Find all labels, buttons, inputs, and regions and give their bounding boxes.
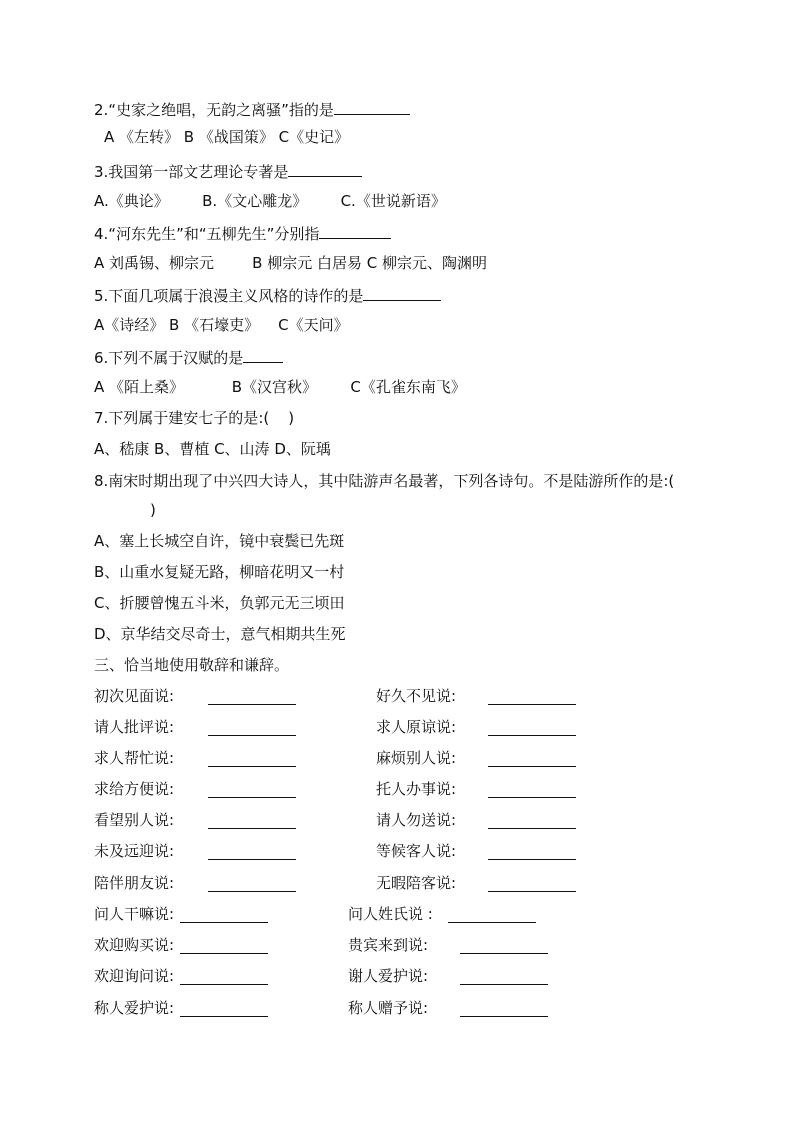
answer-blank-right[interactable] [488,765,576,767]
question-3-stem [94,160,362,182]
phrase-label-left: 看望别人说: [94,811,175,829]
question-4-stem [94,222,391,244]
answer-blank-left[interactable] [180,983,268,985]
phrase-label-right: 求人原谅说: [376,718,457,736]
phrase-label-left: 称人爱护说: [94,999,175,1017]
answer-blank-right[interactable] [488,827,576,829]
question-2-blank[interactable] [334,98,410,115]
answer-blank-right[interactable] [488,703,576,705]
question-3-text: 3.我国第一部文艺理论专著是 [94,163,289,181]
phrase-label-right: 贵宾来到说: [348,936,429,954]
question-6-text: 6.下列不属于汉赋的是 [94,349,244,367]
answer-blank-left[interactable] [208,827,296,829]
question-3-options: A.《典论》 B.《文心雕龙》 C.《世说新语》 [94,192,446,210]
answer-blank-right[interactable] [488,796,576,798]
question-8-stem-end: ) [150,501,156,519]
question-3-blank[interactable] [288,160,362,177]
phrase-label-right: 问人姓氏说 : [348,905,433,923]
phrase-label-left: 初次见面说: [94,687,175,705]
question-6-options: A 《陌上桑》 B《汉宫秋》 C《孔雀东南飞》 [94,378,466,396]
answer-blank-right[interactable] [488,890,576,892]
phrase-label-left: 问人干嘛说: [94,905,175,923]
answer-blank-right[interactable] [460,983,548,985]
question-6-stem [94,346,283,368]
question-4-options: A 刘禹锡、柳宗元 B 柳宗元 白居易 C 柳宗元、陶渊明 [94,254,488,272]
phrase-label-right: 谢人爱护说: [348,967,429,985]
phrase-label-right: 托人办事说: [376,780,457,798]
question-8-stem: 8.南宋时期出现了中兴四大诗人，其中陆游声名最著，下列各诗句。不是陆游所作的是:( [94,472,675,490]
question-5-stem [94,284,441,306]
question-5-blank[interactable] [363,284,441,301]
question-8-option-b: B、山重水复疑无路，柳暗花明又一村 [94,563,345,581]
answer-blank-left[interactable] [208,765,296,767]
phrase-label-left: 欢迎询问说: [94,967,175,985]
question-6-blank[interactable] [243,346,283,363]
question-2-stem [94,98,410,120]
phrase-label-right: 等候客人说: [376,842,457,860]
question-5-options: A《诗经》 B 《石壕吏》 C《天问》 [94,316,349,334]
phrase-label-left: 陪伴朋友说: [94,874,175,892]
question-4-blank[interactable] [319,222,391,239]
answer-blank-left[interactable] [208,796,296,798]
phrase-label-right: 麻烦别人说: [376,749,457,767]
answer-blank-left[interactable] [180,921,268,923]
answer-blank-left[interactable] [208,890,296,892]
phrase-label-left: 求给方便说: [94,780,175,798]
answer-blank-left[interactable] [208,858,296,860]
phrase-label-left: 请人批评说: [94,718,175,736]
phrase-label-right: 请人勿送说: [376,811,457,829]
answer-blank-left[interactable] [208,734,296,736]
section-3-heading: 三、恰当地使用敬辞和谦辞。 [94,656,290,674]
phrase-label-left: 未及远迎说: [94,842,175,860]
answer-blank-right[interactable] [460,1015,548,1017]
question-8-option-d: D、京华结交尽奇士，意气相期共生死 [94,625,346,643]
answer-blank-right[interactable] [488,858,576,860]
phrase-label-right: 无暇陪客说: [376,874,457,892]
question-4-text: 4.“河东先生”和“五柳先生”分别指 [94,225,320,243]
answer-blank-right[interactable] [448,921,536,923]
answer-blank-right[interactable] [488,734,576,736]
phrase-label-right: 称人赠予说: [348,999,429,1017]
question-8-option-c: C、折腰曾愧五斗米，负郭元无三顷田 [94,594,345,612]
question-2-text: 2.“史家之绝唱，无韵之离骚”指的是 [94,101,334,119]
answer-blank-left[interactable] [180,952,268,954]
question-7-stem: 7.下列属于建安七子的是:( ) [94,409,295,427]
answer-blank-right[interactable] [460,952,548,954]
phrase-label-left: 欢迎购买说: [94,936,175,954]
question-7-options: A、嵇康 B、曹植 C、山涛 D、阮瑀 [94,440,331,458]
question-5-text: 5.下面几项属于浪漫主义风格的诗作的是 [94,287,364,305]
question-2-options: A 《左转》 B 《战国策》 C《史记》 [104,128,350,146]
answer-blank-left[interactable] [180,1015,268,1017]
phrase-label-right: 好久不见说: [376,687,457,705]
phrase-label-left: 求人帮忙说: [94,749,175,767]
answer-blank-left[interactable] [208,703,296,705]
question-8-option-a: A、塞上长城空自许，镜中衰鬓已先斑 [94,532,345,550]
